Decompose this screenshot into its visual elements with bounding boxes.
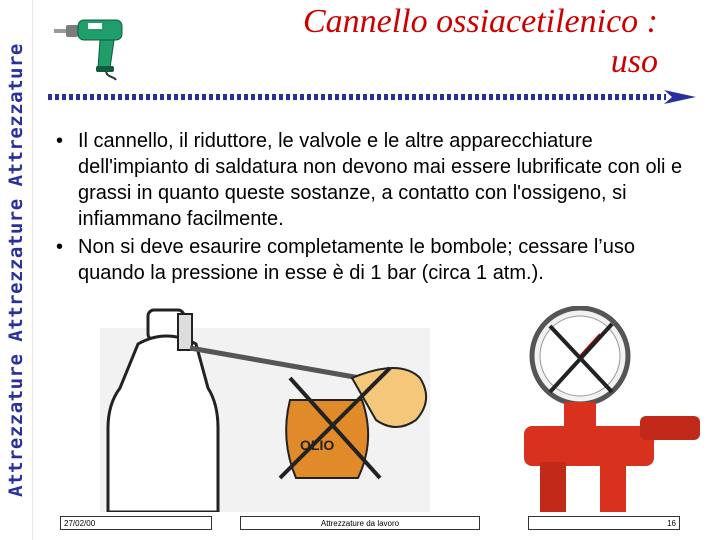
footer-page-text: 16 bbox=[667, 519, 676, 528]
footer-center bbox=[240, 516, 480, 530]
bullet-item bbox=[56, 234, 706, 286]
dotted-rule bbox=[48, 90, 696, 104]
bullet-marker: • bbox=[56, 236, 64, 258]
footer-date bbox=[60, 516, 212, 530]
bullet-item bbox=[56, 128, 706, 232]
slide-title bbox=[303, 2, 658, 82]
arrow-right-icon bbox=[664, 90, 696, 104]
pressure-gauge-illustration bbox=[500, 306, 720, 512]
drill-icon bbox=[50, 12, 140, 82]
oil-can-illustration bbox=[100, 308, 460, 512]
oil-can-label: OLIO bbox=[300, 437, 335, 453]
sidebar-banner bbox=[0, 0, 33, 540]
bullet-text-1: Il cannello, il riduttore, le valvole e le altre apparecchiature dell'impianto di saldatura non devono mai essere lubrificate con oli e grassi in quanto queste sostanze, a contatto con l'ossigeno, si infiammano facilmente. bbox=[78, 130, 683, 230]
footer-page-number bbox=[528, 516, 680, 530]
bullet-list bbox=[56, 128, 706, 288]
footer-center-text: Attrezzature da lavoro bbox=[320, 519, 400, 528]
title-line-1: Cannello ossiacetilenico : bbox=[302, 3, 658, 40]
sidebar-label: Attrezzature Attrezzature Attrezzature bbox=[5, 43, 27, 497]
bullet-text-2: Non si deve esaurire completamente le bombole; cessare l’uso quando la pressione in esse è di 1 bar (circa 1 atm.). bbox=[78, 236, 635, 284]
bullet-marker: • bbox=[56, 130, 64, 152]
title-line-2: uso bbox=[610, 43, 658, 80]
footer-date-text: 27/02/00 bbox=[64, 519, 96, 528]
